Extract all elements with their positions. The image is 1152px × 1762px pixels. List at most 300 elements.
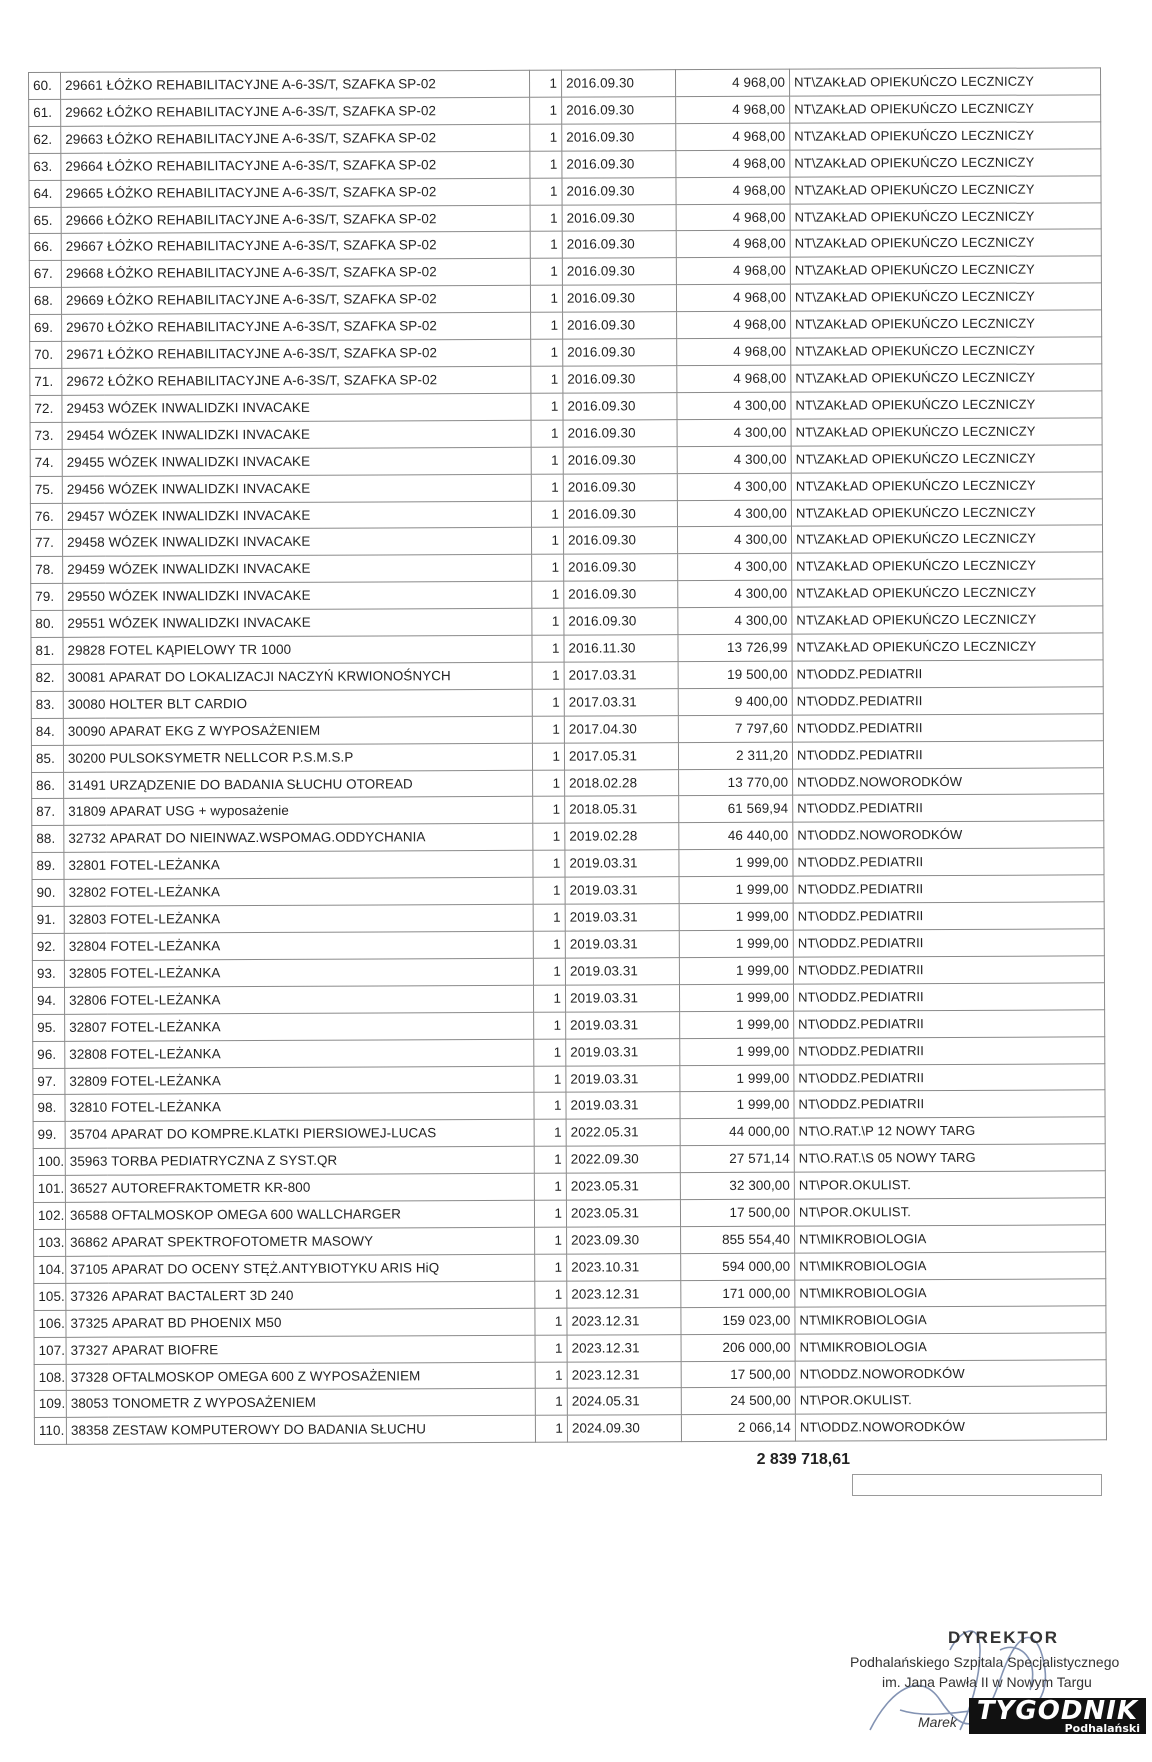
item-name: WÓZEK INWALIDZKI INVACAKE (104, 474, 531, 503)
item-name: FOTEL-LEŻANKA (107, 1066, 534, 1095)
item-quantity: 1 (531, 528, 563, 555)
item-value: 32 300,00 (680, 1172, 794, 1199)
item-quantity: 1 (535, 1254, 567, 1281)
item-name: HOLTER BLT CARDIO (105, 689, 532, 718)
item-quantity: 1 (530, 259, 562, 286)
inventory-number: 29667 (61, 234, 103, 261)
item-quantity: 1 (530, 97, 562, 124)
item-value: 17 500,00 (681, 1361, 795, 1388)
inventory-number: 36862 (66, 1229, 108, 1256)
grand-total: 2 839 718,61 (756, 1451, 850, 1468)
inventory-number: 29664 (61, 153, 103, 180)
item-quantity: 1 (530, 124, 562, 151)
item-date: 2016.09.30 (562, 231, 676, 258)
item-quantity: 1 (534, 1093, 566, 1120)
item-date: 2023.05.31 (566, 1173, 680, 1200)
item-date: 2017.03.31 (564, 662, 678, 689)
row-number: 78. (31, 557, 63, 584)
row-number: 90. (32, 880, 64, 907)
table-row (31, 633, 1103, 665)
item-date: 2016.09.30 (563, 366, 677, 393)
item-value: 4 300,00 (677, 473, 791, 500)
item-name: ŁÓŻKO REHABILITACYJNE A-6-3S/T, SZAFKA SP-02 (103, 232, 530, 261)
item-quantity: 1 (535, 1335, 567, 1362)
item-date: 2017.05.31 (564, 742, 678, 769)
item-location: NT\ODDZ.PEDIATRII (793, 875, 1104, 903)
item-quantity: 1 (532, 635, 564, 662)
inventory-number: 32810 (65, 1095, 107, 1122)
watermark-sub: Podhalański (1064, 1722, 1140, 1735)
inventory-number: 36527 (65, 1175, 107, 1202)
item-date: 2022.09.30 (566, 1146, 680, 1173)
inventory-number: 30081 (63, 664, 105, 691)
item-name: ŁÓŻKO REHABILITACYJNE A-6-3S/T, SZAFKA SP-02 (103, 124, 530, 153)
row-number: 96. (33, 1041, 65, 1068)
item-value: 46 440,00 (679, 823, 793, 850)
row-number: 77. (30, 530, 62, 557)
item-location: NT\ZAKŁAD OPIEKUŃCZO LECZNICZY (791, 498, 1102, 526)
inventory-number: 32801 (64, 852, 106, 879)
row-number: 105. (34, 1283, 66, 1310)
item-value: 4 300,00 (678, 607, 792, 634)
inventory-number: 29661 (61, 72, 103, 99)
row-number: 65. (29, 207, 61, 234)
item-quantity: 1 (529, 70, 561, 97)
item-name: OFTALMOSKOP OMEGA 600 WALLCHARGER (107, 1200, 534, 1229)
item-date: 2016.09.30 (563, 446, 677, 473)
item-quantity: 1 (533, 850, 565, 877)
item-location: NT\ODDZ.NOWORODKÓW (795, 1359, 1106, 1387)
item-date: 2024.05.31 (567, 1388, 681, 1415)
row-number: 91. (32, 906, 64, 933)
item-quantity: 1 (530, 151, 562, 178)
item-location: NT\ZAKŁAD OPIEKUŃCZO LECZNICZY (790, 95, 1101, 123)
item-date: 2023.12.31 (567, 1280, 681, 1307)
item-location: NT\ZAKŁAD OPIEKUŃCZO LECZNICZY (792, 606, 1103, 634)
table-row (29, 283, 1101, 315)
item-date: 2016.09.30 (563, 393, 677, 420)
table-row (31, 579, 1103, 611)
row-number: 104. (34, 1256, 66, 1283)
item-quantity: 1 (531, 474, 563, 501)
inventory-number: 31491 (64, 772, 106, 799)
inventory-number: 29663 (61, 126, 103, 153)
item-name: APARAT EKG Z WYPOSAŻENIEM (105, 716, 532, 745)
table-row (30, 498, 1102, 530)
item-quantity: 1 (532, 581, 564, 608)
item-quantity: 1 (531, 339, 563, 366)
item-name: FOTEL-LEŻANKA (106, 958, 533, 987)
item-name: FOTEL-LEŻANKA (106, 985, 533, 1014)
item-quantity: 1 (534, 1120, 566, 1147)
item-value: 4 968,00 (676, 123, 790, 150)
item-location: NT\ZAKŁAD OPIEKUŃCZO LECZNICZY (790, 229, 1101, 257)
table-row (31, 552, 1103, 584)
item-quantity: 1 (533, 985, 565, 1012)
item-value: 4 300,00 (678, 553, 792, 580)
item-date: 2017.03.31 (564, 689, 678, 716)
item-location: NT\MIKROBIOLOGIA (795, 1332, 1106, 1360)
item-date: 2016.09.30 (563, 419, 677, 446)
table-row (29, 256, 1101, 288)
item-name: APARAT DO LOKALIZACJI NACZYŃ KRWIONOŚNYCH (105, 662, 532, 691)
item-value: 4 300,00 (677, 419, 791, 446)
item-quantity: 1 (534, 1012, 566, 1039)
row-number: 89. (32, 853, 64, 880)
row-number: 92. (32, 933, 64, 960)
inventory-number: 32805 (64, 960, 106, 987)
item-name: WÓZEK INWALIDZKI INVACAKE (105, 608, 532, 637)
item-location: NT\ZAKŁAD OPIEKUŃCZO LECZNICZY (790, 149, 1101, 177)
row-number: 69. (30, 315, 62, 342)
item-quantity: 1 (532, 608, 564, 635)
item-location: NT\ODDZ.NOWORODKÓW (793, 821, 1104, 849)
item-date: 2023.09.30 (567, 1227, 681, 1254)
item-date: 2016.09.30 (562, 285, 676, 312)
row-number: 67. (29, 261, 61, 288)
inventory-number: 32802 (64, 879, 106, 906)
inventory-number: 29455 (62, 449, 104, 476)
item-name: FOTEL-LEŻANKA (106, 877, 533, 906)
item-name: FOTEL-LEŻANKA (107, 1093, 534, 1122)
item-date: 2019.03.31 (565, 958, 679, 985)
inventory-number: 29457 (62, 503, 104, 530)
item-date: 2016.09.30 (564, 608, 678, 635)
inventory-number: 37326 (66, 1283, 108, 1310)
item-name: WÓZEK INWALIDZKI INVACAKE (105, 555, 532, 584)
item-name: ZESTAW KOMPUTEROWY DO BADANIA SŁUCHU (108, 1416, 535, 1445)
item-location: NT\ZAKŁAD OPIEKUŃCZO LECZNICZY (791, 310, 1102, 338)
item-date: 2019.03.31 (566, 1065, 680, 1092)
item-location: NT\ODDZ.PEDIATRII (792, 687, 1103, 715)
item-location: NT\MIKROBIOLOGIA (795, 1305, 1106, 1333)
item-name: APARAT DO NIEINWAZ.WSPOMAG.ODDYCHANIA (106, 824, 533, 853)
item-name: APARAT SPEKTROFOTOMETR MASOWY (108, 1227, 535, 1256)
item-date: 2016.09.30 (561, 70, 675, 97)
row-number: 70. (30, 341, 62, 368)
row-number: 97. (33, 1068, 65, 1095)
row-number: 71. (30, 368, 62, 395)
inventory-number: 29458 (62, 530, 104, 557)
item-location: NT\ZAKŁAD OPIEKUŃCZO LECZNICZY (789, 68, 1100, 96)
item-location: NT\ZAKŁAD OPIEKUŃCZO LECZNICZY (791, 391, 1102, 419)
item-value: 4 300,00 (678, 580, 792, 607)
item-location: NT\ODDZ.PEDIATRII (792, 714, 1103, 742)
row-number: 98. (33, 1095, 65, 1122)
item-value: 2 311,20 (678, 742, 792, 769)
item-date: 2017.04.30 (564, 715, 678, 742)
row-number: 84. (31, 718, 63, 745)
empty-field-box (852, 1474, 1102, 1496)
item-date: 2016.09.30 (562, 204, 676, 231)
item-name: WÓZEK INWALIDZKI INVACAKE (104, 501, 531, 530)
item-date: 2019.03.31 (566, 1011, 680, 1038)
row-number: 76. (30, 503, 62, 530)
item-value: 1 999,00 (679, 849, 793, 876)
item-name: TORBA PEDIATRYCZNA Z SYST.QR (107, 1147, 534, 1176)
item-value: 13 726,99 (678, 634, 792, 661)
item-location: NT\ODDZ.PEDIATRII (793, 902, 1104, 930)
item-name: WÓZEK INWALIDZKI INVACAKE (104, 420, 531, 449)
item-name: ŁÓŻKO REHABILITACYJNE A-6-3S/T, SZAFKA SP-02 (103, 97, 530, 126)
item-quantity: 1 (534, 1173, 566, 1200)
item-quantity: 1 (533, 824, 565, 851)
row-number: 60. (29, 72, 61, 99)
item-name: ŁÓŻKO REHABILITACYJNE A-6-3S/T, SZAFKA SP-02 (104, 339, 531, 368)
item-name: URZĄDZENIE DO BADANIA SŁUCHU OTOREAD (106, 770, 533, 799)
item-location: NT\ZAKŁAD OPIEKUŃCZO LECZNICZY (790, 283, 1101, 311)
item-date: 2016.09.30 (562, 123, 676, 150)
inventory-number: 38053 (66, 1391, 108, 1418)
inventory-number: 32732 (64, 826, 106, 853)
item-quantity: 1 (534, 1146, 566, 1173)
item-quantity: 1 (531, 501, 563, 528)
item-date: 2016.09.30 (563, 473, 677, 500)
item-name: FOTEL-LEŻANKA (107, 1012, 534, 1041)
table-row (29, 175, 1101, 207)
item-name: WÓZEK INWALIDZKI INVACAKE (105, 582, 532, 611)
item-value: 206 000,00 (681, 1334, 795, 1361)
item-date: 2019.03.31 (566, 1038, 680, 1065)
inventory-number: 29665 (61, 180, 103, 207)
item-quantity: 1 (534, 1039, 566, 1066)
item-date: 2019.03.31 (565, 931, 679, 958)
item-location: NT\ZAKŁAD OPIEKUŃCZO LECZNICZY (791, 364, 1102, 392)
item-date: 2019.03.31 (565, 984, 679, 1011)
table-row (30, 445, 1102, 477)
inventory-number: 35704 (65, 1122, 107, 1149)
inventory-number: 30080 (63, 691, 105, 718)
row-number: 87. (32, 799, 64, 826)
item-location: NT\ZAKŁAD OPIEKUŃCZO LECZNICZY (792, 633, 1103, 661)
stamp-line-2: im. Jana Pawła II w Nowym Targu (882, 1674, 1092, 1690)
item-name: ŁÓŻKO REHABILITACYJNE A-6-3S/T, SZAFKA SP-02 (103, 178, 530, 207)
table-row (29, 95, 1101, 127)
item-name: FOTEL-LEŻANKA (106, 931, 533, 960)
item-location: NT\ODDZ.NOWORODKÓW (795, 1413, 1106, 1441)
row-number: 74. (30, 449, 62, 476)
row-number: 106. (34, 1310, 66, 1337)
inventory-rows (29, 68, 1107, 1445)
item-location: NT\ZAKŁAD OPIEKUŃCZO LECZNICZY (791, 445, 1102, 473)
item-value: 4 300,00 (677, 527, 791, 554)
item-date: 2016.09.30 (563, 527, 677, 554)
row-number: 103. (34, 1229, 66, 1256)
item-date: 2016.09.30 (562, 177, 676, 204)
item-location: NT\ZAKŁAD OPIEKUŃCZO LECZNICZY (790, 122, 1101, 150)
item-value: 13 770,00 (679, 769, 793, 796)
item-value: 17 500,00 (680, 1199, 794, 1226)
row-number: 108. (34, 1364, 66, 1391)
item-date: 2018.05.31 (565, 796, 679, 823)
table-row (29, 229, 1101, 261)
item-date: 2022.05.31 (566, 1119, 680, 1146)
inventory-number: 29551 (63, 610, 105, 637)
item-value: 1 999,00 (679, 903, 793, 930)
item-date: 2016.09.30 (563, 339, 677, 366)
item-name: OFTALMOSKOP OMEGA 600 Z WYPOSAŻENIEM (108, 1362, 535, 1391)
table-row (29, 149, 1101, 181)
row-number: 79. (31, 584, 63, 611)
inventory-number: 29828 (63, 637, 105, 664)
item-name: ŁÓŻKO REHABILITACYJNE A-6-3S/T, SZAFKA SP-02 (104, 366, 531, 395)
item-location: NT\POR.OKULIST. (794, 1198, 1105, 1226)
item-date: 2016.11.30 (564, 635, 678, 662)
watermark-logo (969, 1698, 1146, 1734)
inventory-number: 29453 (62, 395, 104, 422)
item-quantity: 1 (531, 420, 563, 447)
inventory-number: 37327 (66, 1337, 108, 1364)
table-row (31, 606, 1103, 638)
item-value: 855 554,40 (681, 1226, 795, 1253)
item-location: NT\ZAKŁAD OPIEKUŃCZO LECZNICZY (790, 202, 1101, 230)
item-value: 4 968,00 (676, 177, 790, 204)
inventory-number: 29666 (61, 207, 103, 234)
row-number: 73. (30, 422, 62, 449)
item-location: NT\ZAKŁAD OPIEKUŃCZO LECZNICZY (790, 256, 1101, 284)
item-value: 4 968,00 (676, 231, 790, 258)
inventory-number: 29459 (63, 556, 105, 583)
table-row (30, 391, 1102, 423)
item-quantity: 1 (532, 662, 564, 689)
item-value: 24 500,00 (681, 1388, 795, 1415)
item-quantity: 1 (534, 1200, 566, 1227)
item-quantity: 1 (530, 178, 562, 205)
item-location: NT\ODDZ.PEDIATRII (793, 983, 1104, 1011)
row-number: 75. (30, 476, 62, 503)
item-value: 27 571,14 (680, 1145, 794, 1172)
item-quantity: 1 (535, 1362, 567, 1389)
item-name: ŁÓŻKO REHABILITACYJNE A-6-3S/T, SZAFKA SP-02 (103, 205, 530, 234)
table-row (30, 525, 1102, 557)
table-row (30, 364, 1102, 396)
item-value: 4 968,00 (676, 96, 790, 123)
item-value: 1 999,00 (680, 1092, 794, 1119)
item-quantity: 1 (534, 1066, 566, 1093)
item-name: APARAT BD PHOENIX M50 (108, 1308, 535, 1337)
stamp-title: DYREKTOR (948, 1628, 1060, 1647)
inventory-number: 31809 (64, 799, 106, 826)
item-name: AUTOREFRAKTOMETR KR-800 (107, 1173, 534, 1202)
item-date: 2016.09.30 (564, 554, 678, 581)
item-location: NT\ODDZ.PEDIATRII (793, 848, 1104, 876)
inventory-number: 38358 (66, 1417, 108, 1444)
item-value: 61 569,94 (679, 796, 793, 823)
item-location: NT\ODDZ.PEDIATRII (794, 1036, 1105, 1064)
item-location: NT\O.RAT.\S 05 NOWY TARG (794, 1144, 1105, 1172)
item-location: NT\ZAKŁAD OPIEKUŃCZO LECZNICZY (791, 418, 1102, 446)
item-quantity: 1 (532, 554, 564, 581)
watermark-main: TYGODNIK (976, 1696, 1138, 1726)
row-number: 99. (33, 1122, 65, 1149)
item-date: 2016.09.30 (564, 581, 678, 608)
item-name: FOTEL-LEŻANKA (107, 1039, 534, 1068)
row-number: 72. (30, 395, 62, 422)
item-location: NT\MIKROBIOLOGIA (795, 1225, 1106, 1253)
item-date: 2018.02.28 (565, 769, 679, 796)
item-quantity: 1 (535, 1415, 567, 1442)
item-date: 2016.09.30 (562, 258, 676, 285)
row-number: 102. (33, 1202, 65, 1229)
item-quantity: 1 (533, 877, 565, 904)
inventory-number: 32807 (65, 1014, 107, 1041)
item-quantity: 1 (531, 393, 563, 420)
inventory-number: 29670 (62, 314, 104, 341)
item-quantity: 1 (532, 743, 564, 770)
item-quantity: 1 (530, 232, 562, 259)
row-number: 86. (32, 772, 64, 799)
item-date: 2016.09.30 (562, 150, 676, 177)
item-location: NT\ZAKŁAD OPIEKUŃCZO LECZNICZY (792, 552, 1103, 580)
item-value: 4 968,00 (676, 204, 790, 231)
table-row (29, 68, 1101, 100)
table-row (33, 1144, 1105, 1176)
item-value: 19 500,00 (678, 661, 792, 688)
item-date: 2023.12.31 (567, 1361, 681, 1388)
row-number: 85. (31, 745, 63, 772)
item-name: FOTEL-LEŻANKA (106, 904, 533, 933)
item-quantity: 1 (531, 366, 563, 393)
row-number: 110. (34, 1418, 66, 1445)
item-value: 1 999,00 (679, 930, 793, 957)
inventory-number: 37105 (66, 1256, 108, 1283)
row-number: 64. (29, 180, 61, 207)
item-value: 2 066,14 (681, 1414, 795, 1441)
item-quantity: 1 (530, 205, 562, 232)
table-row (29, 202, 1101, 234)
item-date: 2019.02.28 (565, 823, 679, 850)
item-value: 171 000,00 (681, 1280, 795, 1307)
item-quantity: 1 (533, 797, 565, 824)
item-quantity: 1 (535, 1389, 567, 1416)
item-name: ŁÓŻKO REHABILITACYJNE A-6-3S/T, SZAFKA SP-02 (103, 259, 530, 288)
item-date: 2016.09.30 (563, 500, 677, 527)
item-location: NT\ODDZ.PEDIATRII (793, 956, 1104, 984)
inventory-number: 30200 (63, 745, 105, 772)
item-value: 7 797,60 (678, 715, 792, 742)
item-value: 1 999,00 (679, 876, 793, 903)
row-number: 88. (32, 826, 64, 853)
inventory-number: 36588 (65, 1202, 107, 1229)
row-number: 94. (32, 987, 64, 1014)
item-value: 4 968,00 (676, 150, 790, 177)
inventory-number: 29672 (62, 368, 104, 395)
item-name: WÓZEK INWALIDZKI INVACAKE (104, 393, 531, 422)
item-quantity: 1 (532, 689, 564, 716)
item-value: 44 000,00 (680, 1119, 794, 1146)
item-date: 2023.12.31 (567, 1307, 681, 1334)
item-name: WÓZEK INWALIDZKI INVACAKE (104, 528, 531, 557)
inventory-number: 29671 (62, 341, 104, 368)
item-value: 4 968,00 (675, 69, 789, 96)
item-name: APARAT BACTALERT 3D 240 (108, 1281, 535, 1310)
row-number: 83. (31, 691, 63, 718)
inventory-number: 29454 (62, 422, 104, 449)
table-row (34, 1413, 1106, 1445)
item-name: ŁÓŻKO REHABILITACYJNE A-6-3S/T, SZAFKA SP-02 (103, 286, 530, 315)
item-value: 1 999,00 (680, 1038, 794, 1065)
inventory-number: 32808 (65, 1041, 107, 1068)
item-date: 2024.09.30 (567, 1415, 681, 1442)
item-date: 2023.10.31 (567, 1254, 681, 1281)
inventory-number: 29669 (61, 287, 103, 314)
item-quantity: 1 (533, 931, 565, 958)
item-location: NT\O.RAT.\P 12 NOWY TARG (794, 1117, 1105, 1145)
item-location: NT\ZAKŁAD OPIEKUŃCZO LECZNICZY (791, 337, 1102, 365)
item-date: 2019.03.31 (565, 904, 679, 931)
item-location: NT\ODDZ.PEDIATRII (794, 1063, 1105, 1091)
row-number: 101. (33, 1176, 65, 1203)
